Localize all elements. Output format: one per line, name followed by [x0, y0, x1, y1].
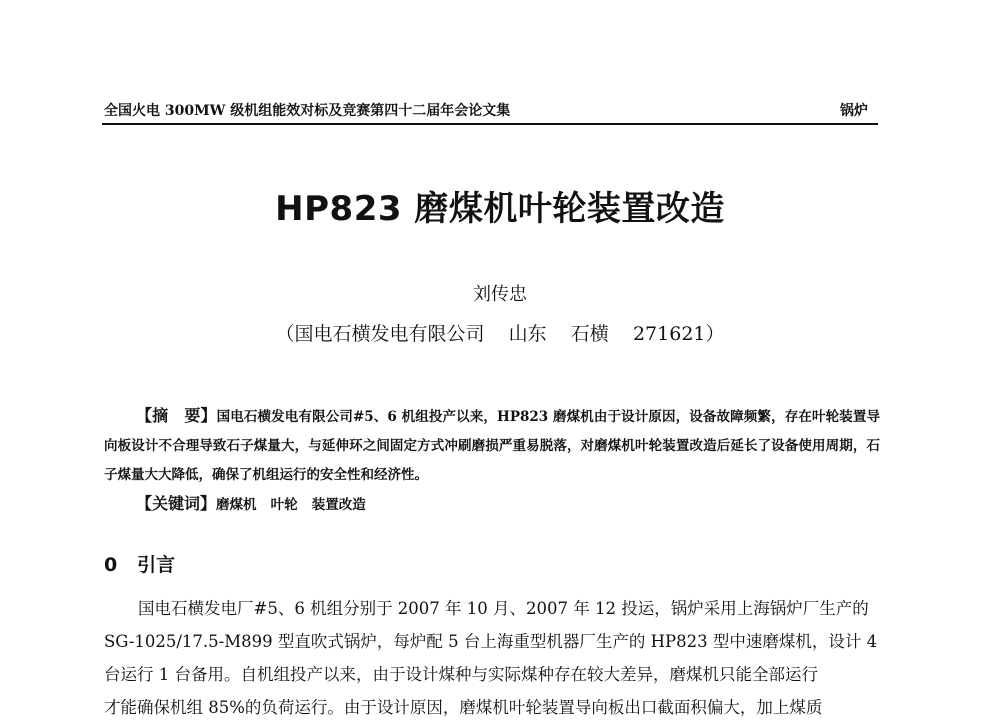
- section-number: 0: [104, 554, 118, 576]
- abstract-text: 国电石横发电有限公司#5、6 机组投产以来，HP823 磨煤机由于设计原因，设备故障频繁，存在叶轮装置导向板设计不合理导致石子煤量大，与延伸环之间固定方式冲刷磨损严重易脱落，对磨煤机叶轮装置改造后延长了设备使用周期，石子煤量大大降低，确保了机组运行的安全性和经济性。: [104, 409, 880, 483]
- paper-title: HP823 磨煤机叶轮装置改造: [275, 189, 725, 229]
- section-heading: [104, 550, 175, 577]
- body-line: 台运行 1 台备用。自机组投产以来，由于设计煤种与实际煤种存在较大差异，磨煤机只能全部运行: [104, 665, 818, 684]
- keywords-label: 【关键词】: [136, 494, 217, 513]
- body-paragraph: [104, 592, 880, 724]
- body-line: SG-1025/17.5-M899 型直吹式锅炉，每炉配 5 台上海重型机器厂生产的 HP823 型中速磨煤机，设计 4: [104, 632, 878, 651]
- header-rule: [102, 123, 878, 125]
- body-line: 才能确保机组 85%的负荷运行。由于设计原因，磨煤机叶轮装置导向板出口截面积偏大，加上煤质: [104, 698, 823, 717]
- abstract-label: 【摘 要】: [136, 406, 217, 425]
- running-header-journal: 全国火电 300MW 级机组能效对标及竞赛第四十二届年会论文集: [104, 103, 511, 119]
- abstract: [104, 401, 880, 490]
- paper-affiliation: （国电石横发电有限公司 山东 石横 271621）: [275, 323, 725, 345]
- keywords: [136, 491, 366, 514]
- body-line: 国电石横发电厂#5、6 机组分别于 2007 年 10 月、2007 年 12 投运，锅炉采用上海锅炉厂生产的: [138, 599, 869, 618]
- running-header-category: 锅炉: [840, 103, 868, 119]
- section-title: 引言: [137, 554, 176, 576]
- keywords-text: 磨煤机 叶轮 装置改造: [216, 497, 366, 513]
- paper-author: 刘传忠: [473, 284, 527, 305]
